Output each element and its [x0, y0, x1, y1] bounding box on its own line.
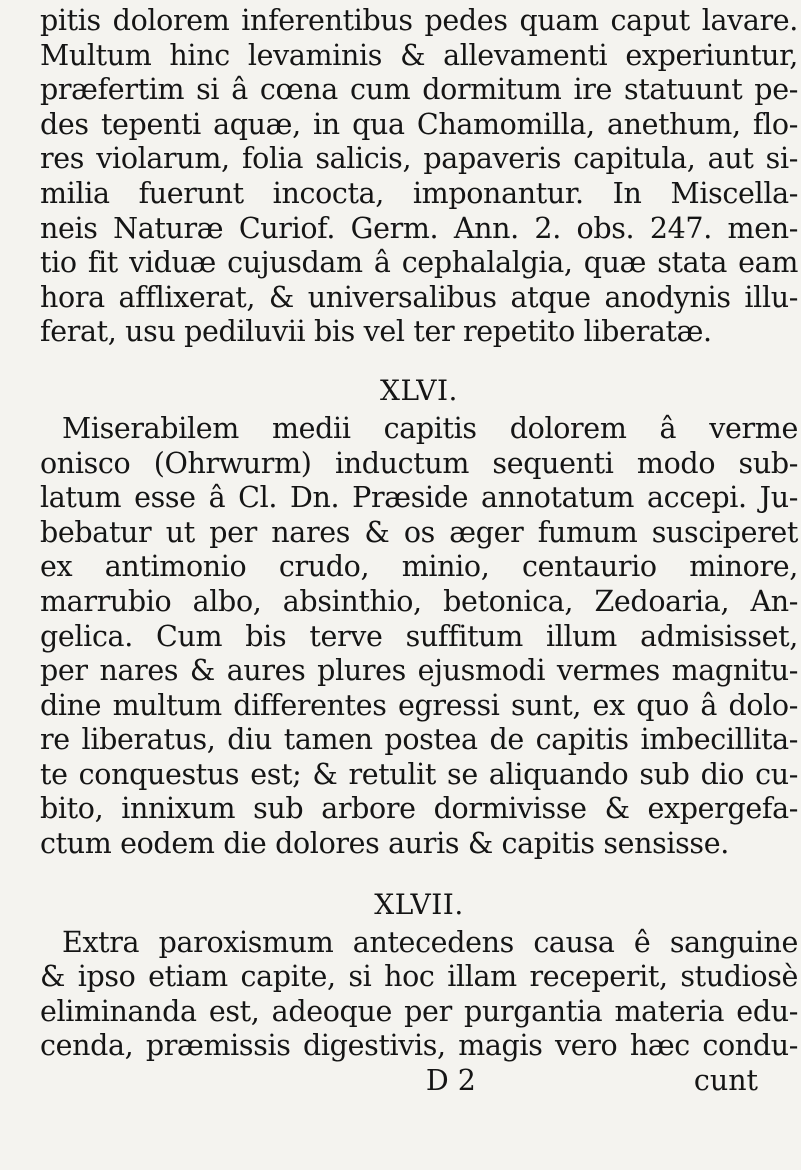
text-line: marrubio albo, absinthio, betonica, Zedoaria, An-: [40, 584, 798, 618]
signature-mark: D 2: [425, 1064, 476, 1098]
text-line: Multum hinc levaminis & allevamenti experiuntur,: [40, 38, 798, 72]
text-line: gelica. Cum bis terve suffitum illum admisisset,: [40, 619, 798, 653]
text-line: ex antimonio crudo, minio, centaurio minore,: [40, 550, 798, 584]
text-line: des tepenti aquæ, in qua Chamomilla, anethum, flo-: [40, 107, 798, 141]
text-line: pitis dolorem inferentibus pedes quam caput lavare.: [40, 4, 798, 37]
section-heading: XLVII.: [374, 887, 464, 921]
text-line: ferat, usu pediluvii bis vel ter repetito liberatæ.: [40, 315, 712, 349]
paragraph-section-xlvii: [40, 926, 798, 1064]
text-line: onisco (Ohrwurm) inductum sequenti modo sub-: [40, 446, 798, 480]
text-line: præfertim si â cœna cum dormitum ire statuunt pe-: [40, 73, 798, 107]
catchword: cunt: [693, 1064, 758, 1098]
text-line: hora afflixerat, & universalibus atque anodynis illu-: [40, 280, 798, 314]
text-line: bito, innixum sub arbore dormivisse & expergefa-: [40, 792, 798, 826]
text-line: res violarum, folia salicis, papaveris capitula, aut si-: [40, 142, 798, 176]
text-line: milia fuerunt incocta, imponantur. In Miscella-: [40, 176, 798, 210]
paragraph-section-xlvi: [40, 412, 798, 862]
text-line: Extra paroxismum antecedens causa ê sanguine: [62, 925, 798, 959]
page-footer: [40, 1064, 798, 1099]
text-line: cenda, præmissis digestivis, magis vero hæc condu-: [40, 1029, 798, 1063]
text-line: bebatur ut per nares & os æger fumum susciperet: [40, 515, 798, 549]
text-line: ctum eodem die dolores auris & capitis sensisse.: [40, 827, 729, 861]
paragraph-continuation: [40, 4, 798, 350]
text-line: Miserabilem medii capitis dolorem â verme: [62, 411, 798, 445]
text-line: & ipso etiam capite, si hoc illam receperit, studiosè: [40, 960, 798, 994]
text-line: re liberatus, diu tamen postea de capitis imbecillita-: [40, 723, 798, 757]
text-line: te conquestus est; & retulit se aliquando sub dio cu-: [40, 757, 798, 791]
text-line: per nares & aures plures ejusmodi vermes magnitu-: [40, 654, 798, 688]
section-heading: XLVI.: [380, 373, 458, 407]
text-line: dine multum differentes egressi sunt, ex quo â dolo-: [40, 688, 798, 722]
text-line: neis Naturæ Curiof. Germ. Ann. 2. obs. 247. men-: [40, 211, 798, 245]
text-line: tio fit viduæ cujusdam â cephalalgia, quæ stata eam: [40, 246, 798, 280]
text-column: [40, 4, 798, 1099]
text-line: latum esse â Cl. Dn. Præside annotatum accepi. Ju-: [40, 481, 798, 515]
text-line: eliminanda est, adeoque per purgantia materia edu-: [40, 994, 798, 1028]
